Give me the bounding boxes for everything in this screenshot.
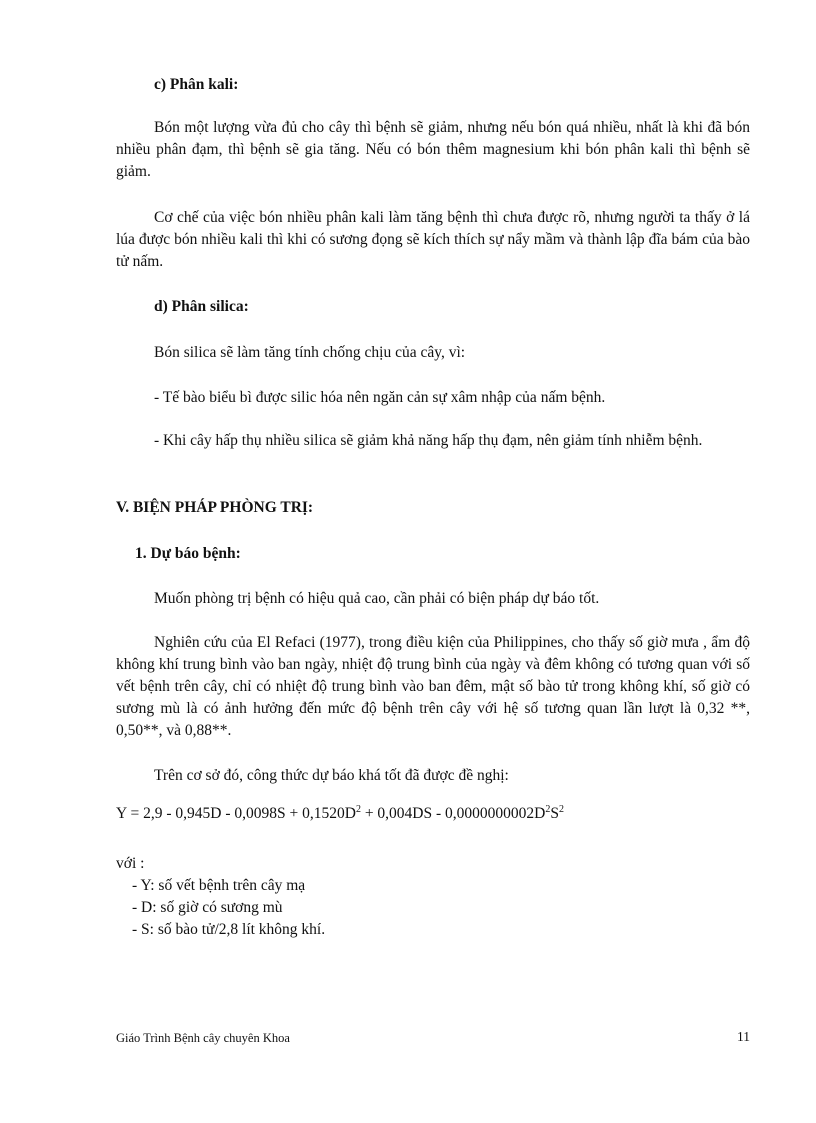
legend-list: [116, 875, 325, 941]
heading-du-bao-benh: 1. Dự báo bệnh:: [135, 545, 241, 562]
page-number: 11: [737, 1029, 750, 1044]
formula-legend: [116, 853, 325, 941]
forecast-formula: [116, 805, 564, 823]
heading-phan-silica: d) Phân silica:: [154, 298, 249, 315]
paragraph-silica-1: Bón silica sẽ làm tăng tính chống chịu của cây, vì:: [154, 344, 466, 361]
formula-part-3: S: [550, 805, 559, 822]
formula-exponent-3: 2: [558, 804, 564, 815]
formula-part-1: Y = 2,9 - 0,945D - 0,0098S + 0,1520D: [116, 805, 356, 822]
paragraph-kali-2: Cơ chế của việc bón nhiều phân kali làm tăng bệnh thì chưa được rõ, nhưng người ta thấy ở lá lúa được bón nhiều kali thì khi có sương đọng sẽ kích thích sự nẩy mầm và thành lập đĩa bám của bào tử nấm.: [116, 209, 750, 270]
heading-bien-phap-phong-tri: V. BIỆN PHÁP PHÒNG TRỊ:: [116, 499, 314, 516]
formula-part-2: + 0,004DS - 0,0000000002D: [360, 805, 546, 822]
footer-title: Giáo Trình Bệnh cây chuyên Khoa: [116, 1031, 290, 1045]
legend-item-s: - S: số bào tử/2,8 lít không khí.: [132, 921, 326, 938]
legend-intro: với :: [116, 855, 145, 872]
formula-exponent-1: 2: [355, 804, 361, 815]
paragraph-forecast-3: Trên cơ sở đó, công thức dự báo khá tốt đã được đề nghị:: [154, 767, 509, 784]
paragraph-kali-1: Bón một lượng vừa đủ cho cây thì bệnh sẽ giảm, nhưng nếu bón quá nhiều, nhất là khi đã bón nhiều phân đạm, thì bệnh sẽ gia tăng. Nếu có bón thêm magnesium khi bón phân kali thì bệnh sẽ giảm.: [116, 119, 750, 180]
paragraph-forecast-2: Nghiên cứu của El Refaci (1977), trong điều kiện của Philippines, cho thấy số giờ mưa , ẩm độ không khí trung bình vào ban ngày, nhiệt độ trung bình của ngày và đêm không có tương quan với số vết bệnh trên cây, chỉ có nhiệt độ trung bình vào ban đêm, mật số bào tử trong không khí, số giờ có sương mù là có ảnh hưởng đến mức độ bệnh trên cây với hệ số tương quan lần lượt là 0,32 **, 0,50**, và 0,88**.: [116, 634, 750, 739]
paragraph-silica-3: - Khi cây hấp thụ nhiều silica sẽ giảm khả năng hấp thụ đạm, nên giảm tính nhiễm bệnh.: [154, 432, 703, 449]
heading-phan-kali: c) Phân kali:: [154, 76, 239, 93]
formula-exponent-2: 2: [545, 804, 551, 815]
legend-item-y: - Y: số vết bệnh trên cây mạ: [132, 877, 306, 894]
legend-item-d: - D: số giờ có sương mù: [132, 899, 283, 916]
paragraph-forecast-1: Muốn phòng trị bệnh có hiệu quả cao, cần phải có biện pháp dự báo tốt.: [154, 590, 600, 607]
paragraph-silica-2: - Tế bào biểu bì được silic hóa nên ngăn cản sự xâm nhập của nấm bệnh.: [154, 389, 606, 406]
